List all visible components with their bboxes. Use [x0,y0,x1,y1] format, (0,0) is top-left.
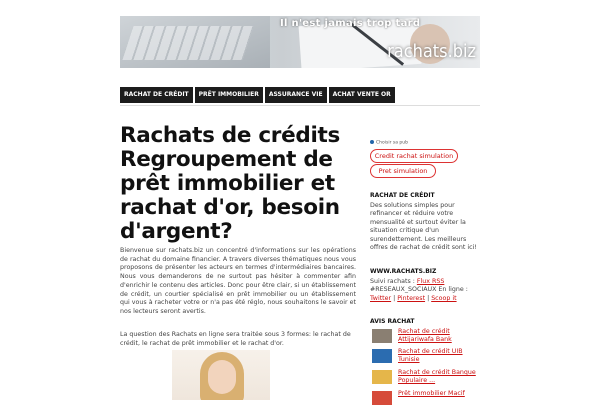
social-line: #RESEAUX_SOCIAUX En ligne : [370,286,468,294]
follow-block: Suivi rachats : Flux RSS #RESEAUX_SOCIAUX En ligne : Twitter | Pinterest | Scoop it [370,278,468,302]
avis-item-4[interactable]: Prêt immobilier Macif [398,390,465,397]
avis-thumb-2[interactable] [372,349,392,363]
avis-thumb-1[interactable] [372,329,392,343]
follow-prefix: Suivi rachats : [370,278,415,285]
avis-item-2[interactable]: Rachat de crédit UIB Tunisie [398,348,463,364]
nav-item-assurance-vie[interactable]: ASSURANCE VIE [265,87,327,103]
header-banner[interactable] [120,16,480,68]
main-nav [120,87,395,103]
page-title: Rachats de crédits Regroupement de prêt immobilier et rachat d'or, besoin d'argent? [120,123,341,244]
article-photo [172,350,270,400]
intro-paragraph: Bienvenue sur rachats.biz un concentré d'informations sur les opérations de rachat du domaine financier. A travers diverses thématiques nous vous proposons de présenter les acteurs en termes d'intermédiaires bancaires. Nous vous demanderons de ne surtout pas hésiter à commenter afin d'enrichir le contenu des articles. Donc pour être clair, si un établissement de crédit, un courtier spécialisé en prêt immobilier ou un établissement qui vous à racheter votre or n'a pas été réglo, nous souhaitons le savoir et nos lecteurs seront avertis. [120,247,356,315]
avis-thumb-3[interactable] [372,370,392,384]
avis-item-1[interactable]: Rachat de crédit Attijariwafa Bank [398,328,452,344]
pinterest-link[interactable]: Pinterest [397,294,426,302]
forms-paragraph: La question des Rachats en ligne sera traitée sous 3 formes: le rachat de crédit, le rachat de prêt immobilier et le rachat d'or. [120,331,351,347]
nav-item-rachat-credit[interactable]: RACHAT DE CRÉDIT [120,87,193,103]
site-brand[interactable]: rachats.biz [387,41,476,62]
adchoices-icon [370,140,374,144]
ad-button-pret-simulation[interactable]: Pret simulation [370,164,436,178]
avis-item-3[interactable]: Rachat de crédit Banque Populaire ... [398,369,476,385]
twitter-link[interactable]: Twitter [370,294,392,302]
widget-title-rachat-credit: RACHAT DE CRÉDIT [370,192,435,199]
rss-link[interactable]: Flux RSS [416,278,445,285]
ad-choices[interactable] [370,140,482,146]
scoopit-link[interactable]: Scoop it [431,294,457,302]
widget-text-rachat-credit: Des solutions simples pour refinancer et réduire votre mensualité et surtout éviter la situation critique d'un surendettement. Les meilleurs offres de rachat de crédit sont ici! [370,202,477,252]
widget-title-avis: AVIS RACHAT [370,318,415,325]
nav-divider [120,105,480,106]
avis-thumb-4[interactable] [372,391,392,405]
nav-item-pret-immobilier[interactable]: PRÊT IMMOBILIER [195,87,263,103]
ad-button-credit-simulation[interactable]: Credit rachat simulation [370,149,458,163]
widget-title-site: WWW.RACHATS.BIZ [370,268,437,275]
laptop-image [120,16,270,68]
site-tagline: Il n'est jamais trop tard [280,18,421,29]
ad-choices-label: Choisir sa pub [376,140,408,146]
nav-item-achat-vente-or[interactable]: ACHAT VENTE OR [329,87,395,103]
